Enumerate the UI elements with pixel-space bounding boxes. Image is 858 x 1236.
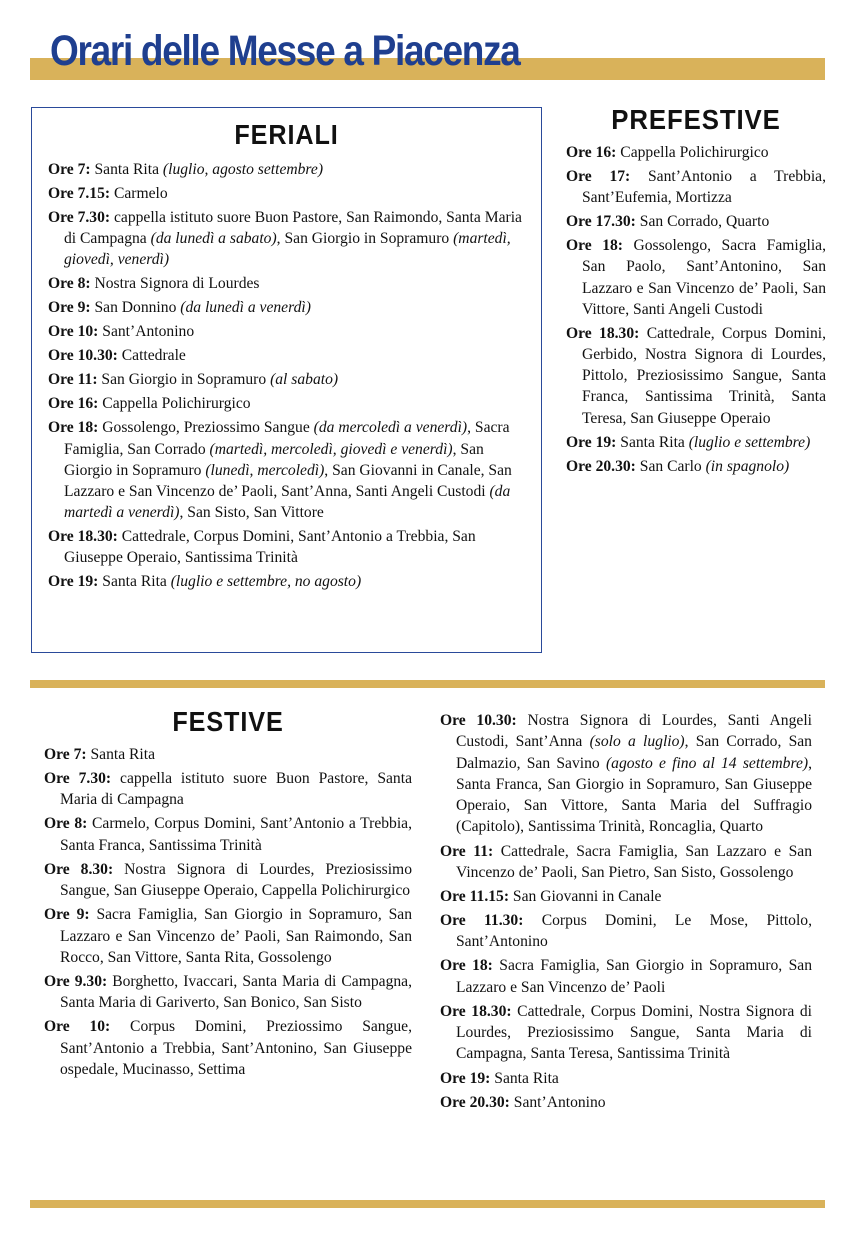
entry-locations: Borghetto, Ivaccari, Santa Maria di Campagna, Santa Maria di Gariverto, San Bonico, San Sisto xyxy=(60,972,412,1012)
entry-time: Ore 16: xyxy=(566,144,617,161)
entry-note: (luglio e settembre) xyxy=(688,433,811,451)
entry-note: (da mercoledì a venerdì) xyxy=(313,419,468,437)
entry-time: Ore 8: xyxy=(48,275,91,293)
entry-time: Ore 8: xyxy=(44,815,88,833)
page-title: Orari delle Messe a Piacenza xyxy=(50,27,520,75)
schedule-entry xyxy=(440,710,812,838)
entry-locations: Nostra Signora di Lourdes, Preziosissimo Sangue, San Giuseppe Operaio, Cappella Polichirurgico xyxy=(60,860,412,900)
entry-locations: Santa Rita xyxy=(616,433,689,451)
entry-locations: cappella istituto suore Buon Pastore, San Raimondo, Santa Maria di Campagna xyxy=(64,209,522,248)
schedule-entry xyxy=(566,166,826,208)
entry-time: Ore 20.30: xyxy=(440,1093,510,1111)
entry-note: (da lunedì a venerdì) xyxy=(180,299,311,317)
schedule-entry xyxy=(48,417,527,523)
entry-time: Ore 18.30: xyxy=(440,1002,512,1020)
entry-locations: Santa Rita xyxy=(90,161,163,178)
entry-locations: Corpus Domini, Preziossimo Sangue, Sant’Antonio a Trebbia, Sant’Antonino, San Giuseppe ospedale, Mucinasso, Settima xyxy=(60,1018,412,1078)
entry-time: Ore 9: xyxy=(48,299,91,317)
entry-note: (da lunedì a sabato) xyxy=(150,230,277,248)
entry-locations: Cattedrale, Sacra Famiglia, San Lazzaro e San Vincenzo de’ Paoli, San Pietro, San Sisto, Gossolengo xyxy=(456,842,812,881)
festive-section-right xyxy=(440,710,812,1116)
entry-time: Ore 7: xyxy=(48,161,91,178)
entry-note: (martedì, mercoledì, giovedì e venerdì) xyxy=(209,440,453,458)
entry-time: Ore 16: xyxy=(48,395,99,413)
entry-note: (luglio e settembre, no agosto) xyxy=(170,573,362,591)
entry-time: Ore 18: xyxy=(48,419,99,437)
entry-time: Ore 11: xyxy=(440,842,494,860)
schedule-entry xyxy=(44,971,412,1014)
entry-locations: Cattedrale xyxy=(117,347,186,365)
entry-locations: , San Giorgio in Sopramuro xyxy=(276,230,454,248)
schedule-entry xyxy=(440,1001,812,1065)
entry-locations: Cappella Polichirurgico xyxy=(98,395,251,413)
schedule-entry xyxy=(48,183,527,204)
schedule-entry xyxy=(44,1016,412,1080)
entry-time: Ore 7.30: xyxy=(44,770,112,788)
schedule-entry xyxy=(48,159,527,180)
festive-list-left xyxy=(44,744,412,1080)
entry-locations: Cattedrale, Corpus Domini, Nostra Signora di Lourdes, Preziosissimo Sangue, Santa Maria di Campagna, Santa Teresa, Santissima Trinità xyxy=(456,1002,812,1063)
bottom-bar xyxy=(30,1200,825,1208)
entry-time: Ore 10: xyxy=(48,323,99,341)
entry-time: Ore 9.30: xyxy=(44,972,108,990)
schedule-entry xyxy=(48,393,527,414)
entry-note: (lunedì, mercoledì) xyxy=(205,461,325,479)
entry-locations: Cappella Polichirurgico xyxy=(616,144,769,161)
entry-locations: Carmelo, Corpus Domini, Sant’Antonio a Trebbia, Santa Franca, Santissima Trinità xyxy=(60,815,412,854)
schedule-entry xyxy=(48,207,527,271)
entry-time: Ore 17.30: xyxy=(566,213,636,231)
entry-locations: , San Giorgio in Sopramuro xyxy=(64,440,484,479)
entry-time: Ore 9: xyxy=(44,906,90,924)
prefestive-heading: PREFESTIVE xyxy=(611,104,781,135)
entry-time: Ore 11.15: xyxy=(440,887,510,905)
entry-note: (in spagnolo) xyxy=(705,457,790,475)
feriali-list xyxy=(32,159,541,593)
entry-locations: Sacra Famiglia, San Giorgio in Sopramuro, San Lazzaro e San Vincenzo de’ Paoli xyxy=(456,957,812,996)
entry-locations: San Corrado, Quarto xyxy=(635,213,770,231)
schedule-entry xyxy=(566,235,826,320)
schedule-entry xyxy=(44,813,412,856)
entry-time: Ore 7.15: xyxy=(48,185,111,202)
schedule-entry xyxy=(566,211,826,232)
entry-locations: , Sacra Famiglia, San Corrado xyxy=(64,419,510,458)
entry-note: (solo a luglio) xyxy=(589,733,685,751)
schedule-entry xyxy=(48,571,527,592)
feriali-heading: FERIALI xyxy=(234,119,339,150)
entry-locations: Cattedrale, Corpus Domini, Gerbido, Nostra Signora di Lourdes, Pittolo, Preziosissimo Sangue, Santa Franca, Santissima Trinità, Santa Teresa, San Giuseppe Operaio xyxy=(582,324,826,427)
entry-locations: Sant’Antonio a Trebbia, Sant’Eufemia, Mortizza xyxy=(582,168,826,207)
schedule-entry xyxy=(48,273,527,294)
prefestive-section xyxy=(566,106,826,480)
prefestive-list xyxy=(566,142,826,477)
entry-locations: San Donnino xyxy=(90,299,181,317)
entry-note: (agosto e fino al 14 settembre) xyxy=(605,754,809,772)
entry-locations: Sacra Famiglia, San Giorgio in Sopramuro, San Lazzaro e San Vincenzo de’ Paoli, San Raimondo, San Rocco, San Vittore, Santa Rita, Gossolengo xyxy=(60,906,412,966)
schedule-entry xyxy=(440,1068,812,1089)
schedule-entry xyxy=(440,1092,812,1113)
entry-time: Ore 19: xyxy=(566,433,617,451)
entry-locations: Cattedrale, Corpus Domini, Sant’Antonio a Trebbia, San Giuseppe Operaio, Santissima Trinità xyxy=(64,528,476,567)
festive-section-left xyxy=(44,708,412,1083)
schedule-entry xyxy=(48,526,527,568)
entry-locations: Nostra Signora di Lourdes, Santi Angeli Custodi, Sant’Anna xyxy=(456,712,812,751)
entry-time: Ore 11.30: xyxy=(440,912,524,930)
entry-locations: Sant’Antonino xyxy=(98,323,195,341)
schedule-entry xyxy=(440,841,812,884)
entry-time: Ore 7: xyxy=(44,746,87,763)
entry-time: Ore 8.30: xyxy=(44,860,114,878)
entry-locations: Sant’Antonino xyxy=(509,1093,606,1111)
festive-list-right xyxy=(440,710,812,1113)
schedule-entry xyxy=(48,369,527,390)
entry-time: Ore 19: xyxy=(48,573,99,591)
entry-time: Ore 11: xyxy=(48,371,98,389)
entry-locations: San Giovanni in Canale xyxy=(509,887,662,905)
schedule-entry xyxy=(48,321,527,342)
section-divider xyxy=(30,680,825,688)
entry-time: Ore 19: xyxy=(440,1069,491,1087)
entry-time: Ore 10.30: xyxy=(48,347,118,365)
schedule-entry xyxy=(44,768,412,811)
entry-locations: Gossolengo, Sacra Famiglia, San Paolo, Sant’Antonino, San Lazzaro e San Vincenzo de’ Paoli, San Vittore, Santi Angeli Custodi xyxy=(582,237,826,318)
entry-locations: , San Giovanni in Canale, San Lazzaro e San Vincenzo de’ Paoli, Sant’Anna, Santi Angeli Custodi xyxy=(64,461,512,501)
entry-locations: Santa Rita xyxy=(98,573,171,591)
entry-locations: , Santa Franca, San Giorgio in Sopramuro, San Giuseppe Operaio, San Vittore, Santa Maria del Suffragio (Capitolo), Santissima Trinità, Roncaglia, Quarto xyxy=(456,754,812,836)
schedule-entry xyxy=(440,955,812,998)
entry-time: Ore 10.30: xyxy=(440,712,517,729)
entry-time: Ore 18.30: xyxy=(566,324,640,342)
schedule-entry xyxy=(566,142,826,163)
schedule-entry xyxy=(44,744,412,765)
schedule-entry xyxy=(566,432,826,453)
entry-time: Ore 10: xyxy=(44,1018,111,1036)
schedule-entry xyxy=(440,910,812,953)
entry-locations: Gossolengo, Preziossimo Sangue xyxy=(98,419,314,437)
entry-locations: cappella istituto suore Buon Pastore, Santa Maria di Campagna xyxy=(60,770,412,809)
entry-time: Ore 18.30: xyxy=(48,528,118,546)
entry-locations: Nostra Signora di Lourdes xyxy=(90,275,260,293)
entry-locations: Santa Rita xyxy=(86,746,156,763)
entry-locations: Carmelo xyxy=(110,185,168,202)
schedule-entry xyxy=(48,345,527,366)
schedule-entry xyxy=(566,323,826,429)
entry-time: Ore 18: xyxy=(566,237,623,255)
entry-locations: San Carlo xyxy=(635,457,706,475)
entry-locations: Corpus Domini, Le Mose, Pittolo, Sant’Antonino xyxy=(456,912,812,951)
schedule-entry xyxy=(48,297,527,318)
entry-time: Ore 7.30: xyxy=(48,209,111,226)
entry-locations: Santa Rita xyxy=(490,1069,559,1087)
entry-locations: , San Sisto, San Vittore xyxy=(179,504,324,522)
entry-locations: , San Corrado, San Dalmazio, San Savino xyxy=(456,733,812,772)
entry-locations: San Giorgio in Sopramuro xyxy=(97,371,271,389)
schedule-entry xyxy=(566,456,826,477)
schedule-entry xyxy=(44,859,412,902)
entry-time: Ore 18: xyxy=(440,957,493,975)
entry-note: (al sabato) xyxy=(270,371,339,389)
festive-heading: FESTIVE xyxy=(172,706,284,737)
feriali-section xyxy=(31,107,542,653)
entry-note: (martedì, giovedì, venerdì) xyxy=(64,230,511,269)
schedule-entry xyxy=(44,904,412,968)
schedule-entry xyxy=(440,886,812,907)
entry-note: (da martedì a venerdì) xyxy=(64,483,511,522)
entry-time: Ore 20.30: xyxy=(566,457,636,475)
entry-time: Ore 17: xyxy=(566,168,631,185)
entry-note: (luglio, agosto settembre) xyxy=(162,161,324,178)
